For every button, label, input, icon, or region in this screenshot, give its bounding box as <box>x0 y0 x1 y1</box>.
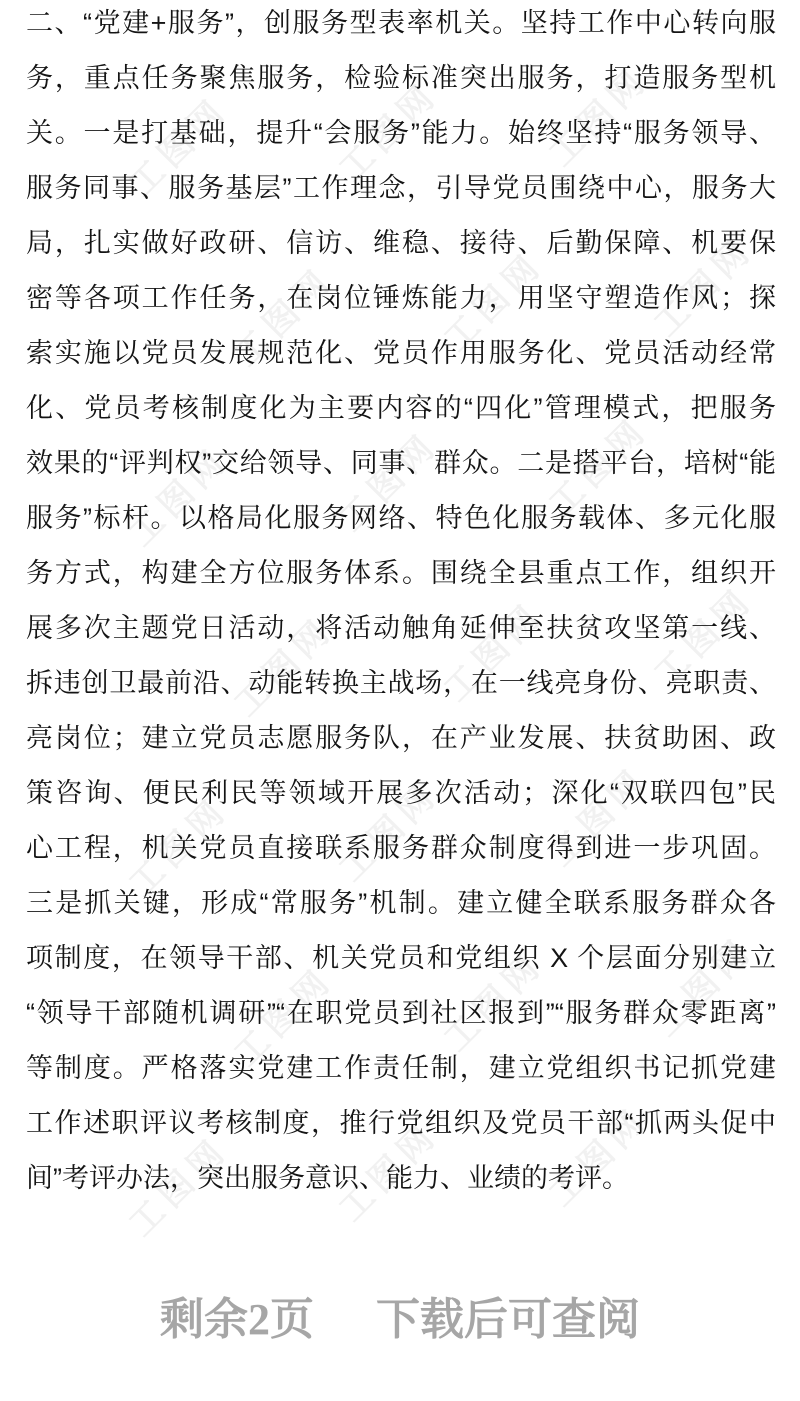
watermark-text: 工图网 <box>437 595 551 709</box>
text-line: 展多次主题党日活动，将活动触角延伸至扶贫攻坚第一线、 <box>26 613 776 643</box>
watermark-text: 工图网 <box>542 760 656 874</box>
watermark-text: 工图网 <box>332 775 446 889</box>
watermark-text: 工图网 <box>437 245 551 359</box>
preview-footer-notice <box>0 1294 800 1346</box>
text-line: 项制度，在领导干部、机关党员和党组织 X 个层面分别建立 <box>26 943 776 973</box>
text-line: 策咨询、便民利民等领域开展多次活动；深化“双联四包”民 <box>26 778 776 808</box>
text-line: 务，重点任务聚焦服务，检验标准突出服务，打造服务型机 <box>26 63 776 93</box>
watermark-text: 工图网 <box>437 945 551 1059</box>
text-line: 间”考评办法，突出服务意识、能力、业绩的考评。 <box>26 1163 629 1193</box>
watermark-text: 工图网 <box>332 75 446 189</box>
text-line: 拆违创卫最前沿、动能转换主战场，在一线亮身份、亮职责、 <box>26 668 776 698</box>
text-line: 密等各项工作任务，在岗位锤炼能力，用坚守塑造作风；探 <box>26 283 776 313</box>
watermark-text: 工图网 <box>542 60 656 174</box>
text-line: 二、“党建+服务”，创服务型表率机关。坚持工作中心转向服 <box>26 8 776 38</box>
watermark-text: 工图网 <box>227 960 341 1074</box>
text-line: 等制度。严格落实党建工作责任制，建立党组织书记抓党建 <box>26 1053 776 1083</box>
text-line: 索实施以党员发展规范化、党员作用服务化、党员活动经常 <box>26 338 776 368</box>
text-line: 服务同事、服务基层”工作理念，引导党员围绕中心，服务大 <box>26 173 776 203</box>
watermark-text: 工图网 <box>647 580 761 694</box>
text-line: 化、党员考核制度化为主要内容的“四化”管理模式，把服务 <box>26 393 776 423</box>
watermark-text: 工图网 <box>647 230 761 344</box>
watermark-text: 工图网 <box>227 260 341 374</box>
watermark-text: 工图网 <box>332 425 446 539</box>
download-hint-label: 下载后可查阅 <box>376 1295 640 1344</box>
watermark-text: 工图网 <box>332 1115 446 1229</box>
text-line: 效果的“评判权”交给领导、同事、群众。二是搭平台，培树“能 <box>26 448 776 478</box>
text-line: “领导干部随机调研”“在职党员到社区报到”“服务群众零距离” <box>26 998 776 1028</box>
remaining-pages-label: 剩余2页 <box>160 1295 314 1344</box>
watermark-text: 工图网 <box>122 90 236 204</box>
watermark-text: 工图网 <box>122 790 236 904</box>
text-line: 务方式，构建全方位服务体系。围绕全县重点工作，组织开 <box>26 558 776 588</box>
watermark-text: 工图网 <box>122 1130 236 1244</box>
text-line: 心工程，机关党员直接联系服务群众制度得到进一步巩固。 <box>26 833 776 863</box>
text-line: 局，扎实做好政研、信访、维稳、接待、后勤保障、机要保 <box>26 228 776 258</box>
watermark-text: 工图网 <box>542 410 656 524</box>
text-line: 服务”标杆。以格局化服务网络、特色化服务载体、多元化服 <box>26 503 776 533</box>
document-body-text <box>26 0 776 1206</box>
text-line: 关。一是打基础，提升“会服务”能力。始终坚持“服务领导、 <box>26 118 776 148</box>
watermark-text: 工图网 <box>647 930 761 1044</box>
text-line: 亮岗位；建立党员志愿服务队，在产业发展、扶贫助困、政 <box>26 723 776 753</box>
watermark-text: 工图网 <box>542 1100 656 1214</box>
watermark-text: 工图网 <box>227 610 341 724</box>
text-line: 三是抓关键，形成“常服务”机制。建立健全联系服务群众各 <box>26 888 776 918</box>
text-line: 工作述职评议考核制度，推行党组织及党员干部“抓两头促中 <box>26 1108 776 1138</box>
watermark-text: 工图网 <box>122 440 236 554</box>
